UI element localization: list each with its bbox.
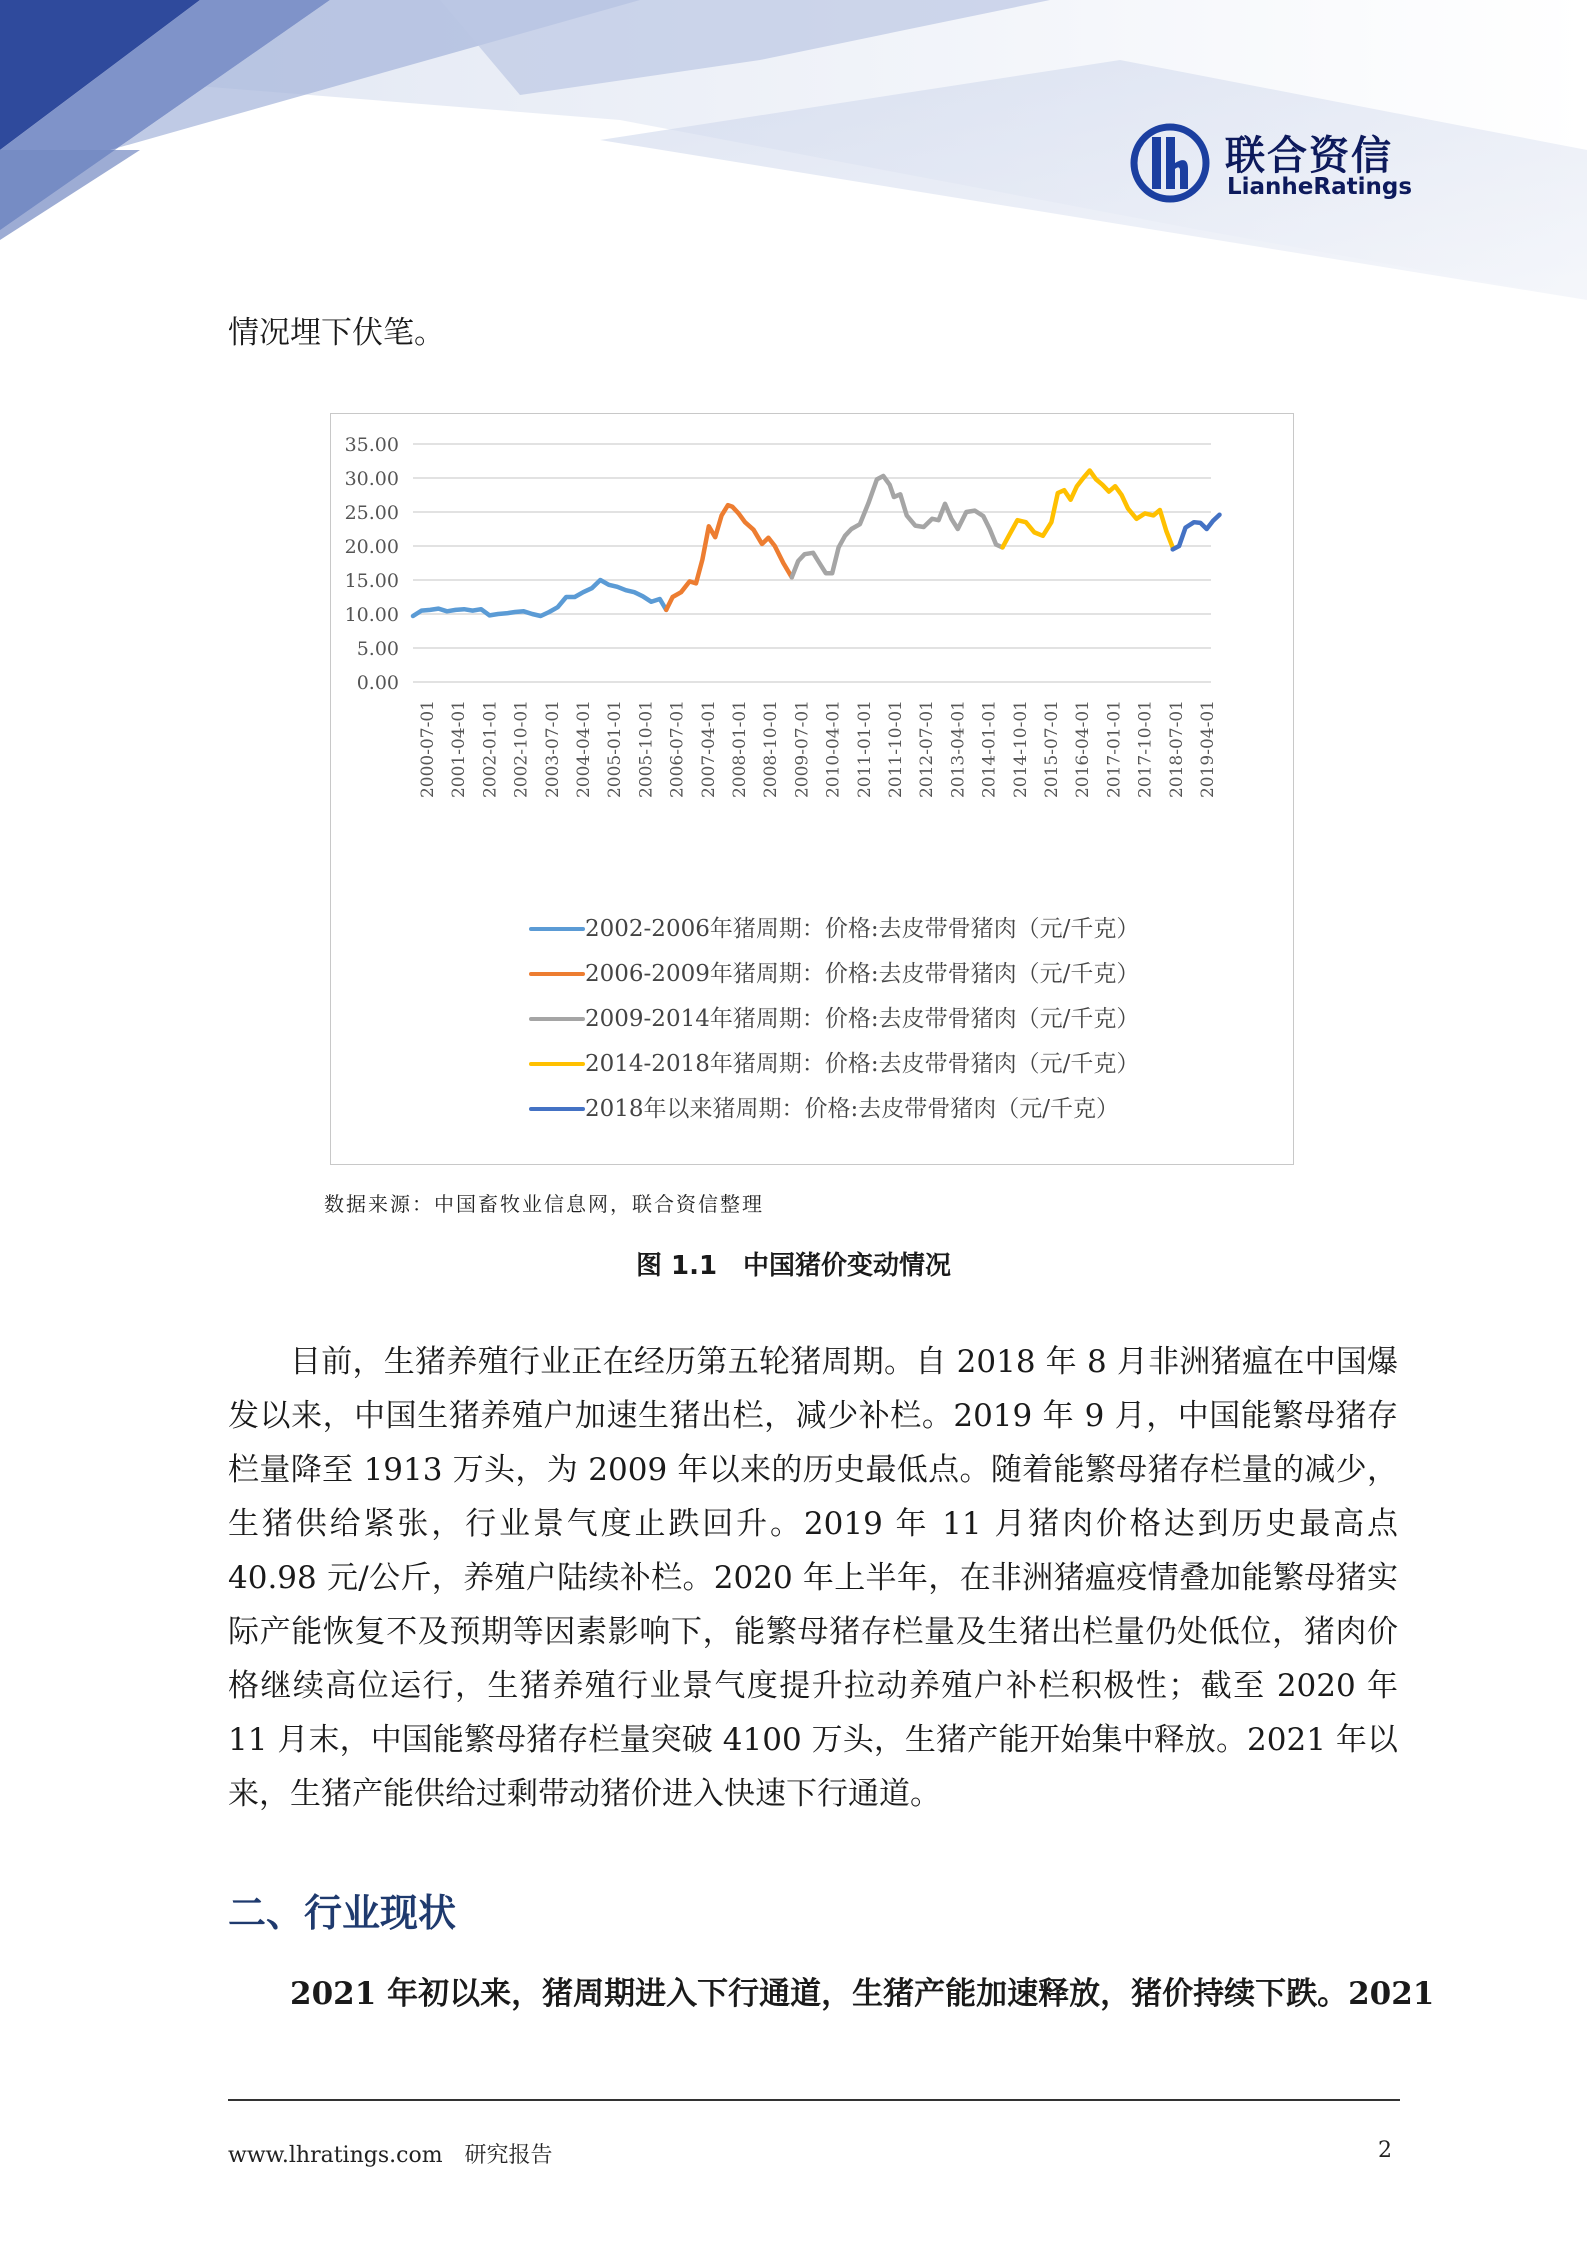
y-tick-label: 20.00 [344, 536, 399, 558]
y-tick-label: 0.00 [356, 672, 399, 694]
legend-label: 2009-2014年猪周期：价格:去皮带骨猪肉（元/千克） [585, 1006, 1140, 1032]
x-tick-label: 2017-10-01 [1135, 700, 1156, 799]
legend-swatch [529, 927, 585, 931]
data-source-note: 数据来源：中国畜牧业信息网，联合资信整理 [324, 1192, 764, 1216]
figure-caption: 图 1.1 中国猪价变动情况 [635, 1251, 952, 1281]
legend-label: 2018年以来猪周期：价格:去皮带骨猪肉（元/千克） [585, 1096, 1120, 1122]
x-tick-label: 2014-10-01 [1010, 700, 1031, 799]
footer-divider [228, 2099, 1400, 2101]
price-chart [330, 413, 1294, 1165]
y-tick-label: 10.00 [344, 604, 399, 626]
y-tick-label: 35.00 [344, 434, 399, 456]
x-tick-label: 2011-10-01 [886, 700, 906, 799]
x-tick-label: 2019-04-01 [1198, 700, 1218, 799]
x-tick-label: 2014-01-01 [979, 700, 1000, 799]
x-tick-label: 2008-01-01 [730, 700, 750, 799]
x-tick-label: 2007-04-01 [698, 700, 719, 799]
y-tick-label: 25.00 [344, 502, 399, 524]
series-line-1 [413, 580, 666, 616]
legend-swatch [529, 1017, 585, 1021]
lianhe-logo-icon [1130, 123, 1210, 203]
logo-chinese-name: 联合资信 [1225, 133, 1393, 179]
x-tick-label: 2012-07-01 [917, 700, 938, 799]
x-tick-label: 2006-07-01 [667, 700, 688, 799]
y-tick-label: 30.00 [344, 468, 399, 490]
x-tick-label: 2004-04-01 [574, 700, 594, 799]
section-heading: 二、行业现状 [228, 1891, 457, 1935]
legend-label: 2014-2018年猪周期：价格:去皮带骨猪肉（元/千克） [585, 1051, 1140, 1077]
x-tick-label: 2002-10-01 [511, 700, 532, 799]
legend-label: 2006-2009年猪周期：价格:去皮带骨猪肉（元/千克） [585, 961, 1140, 987]
x-tick-label: 2005-01-01 [605, 700, 626, 799]
x-tick-label: 2010-04-01 [823, 700, 844, 799]
series-line-4 [1003, 471, 1173, 548]
series-line-5 [1173, 515, 1220, 550]
x-tick-label: 2001-04-01 [449, 700, 470, 799]
series-line-3 [792, 476, 1003, 577]
legend-label: 2002-2006年猪周期：价格:去皮带骨猪肉（元/千克） [585, 916, 1140, 942]
x-tick-label: 2018-07-01 [1166, 700, 1187, 799]
x-tick-label: 2017-01-01 [1104, 700, 1125, 799]
series-line-2 [666, 505, 792, 610]
y-tick-label: 15.00 [344, 570, 399, 592]
body-paragraph: 目前，生猪养殖行业正在经历第五轮猪周期。自 2018 年 8 月非洲猪瘟在中国爆发以来，中国生猪养殖户加速生猪出栏，减少补栏。2019 年 9 月，中国能繁母猪存栏量降至 1913 万头，为 2009 年以来的历史最低点。随着能繁母猪存栏量的减少，生猪供给紧张，行业景气度止跌回升。2019 年 11 月猪肉价格达到历史最高点 40.98 元/公斤，养殖户陆续补栏。2020 年上半年，在非洲猪瘟疫情叠加能繁母猪实际产能恢复不及预期等因素影响下，能繁母猪存栏量及生猪出栏量仍处低位，猪肉价格继续高位运行，生猪养殖行业景气度提升拉动养殖户补栏积极性；截至 2020 年 11 月末，中国能繁母猪存栏量突破 4100 万头，生猪产能开始集中释放。2021 年以来，生猪产能供给过剩带动猪价进入快速下行通道。 [228, 1344, 1398, 1812]
legend-swatch [529, 972, 585, 976]
brand-logo [1130, 118, 1450, 208]
logo-english-name: LianheRatings [1227, 174, 1413, 200]
x-tick-label: 2011-01-01 [854, 700, 875, 799]
x-tick-label: 2016-04-01 [1073, 700, 1094, 799]
bold-lead-sentence: 2021 年初以来，猪周期进入下行通道，生猪产能加速释放，猪价持续下跌。2021 [290, 1976, 1435, 2012]
legend-swatch [529, 1107, 585, 1111]
intro-line: 情况埋下伏笔。 [228, 315, 445, 351]
x-tick-label: 2015-07-01 [1042, 700, 1062, 799]
x-tick-label: 2008-10-01 [761, 700, 782, 799]
x-tick-label: 2005-10-01 [636, 700, 657, 799]
legend-swatch [529, 1062, 585, 1066]
x-tick-label: 2003-07-01 [542, 700, 563, 799]
x-tick-label: 2013-04-01 [948, 700, 969, 799]
x-tick-label: 2000-07-01 [418, 700, 438, 799]
footer-site-label: www.lhratings.com 研究报告 [228, 2143, 553, 2168]
page-number: 2 [1378, 2138, 1392, 2163]
y-tick-label: 5.00 [356, 638, 399, 660]
x-tick-label: 2009-07-01 [792, 700, 813, 799]
x-tick-label: 2002-01-01 [480, 700, 501, 799]
